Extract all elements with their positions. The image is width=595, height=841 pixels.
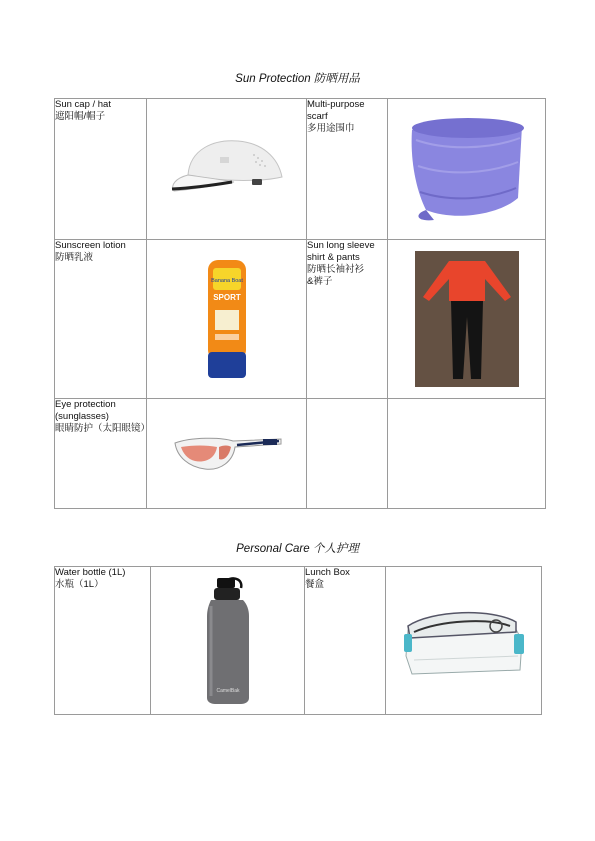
label-zh: 眼睛防护（太阳眼镜）: [55, 423, 151, 434]
image-cell-long-sleeve: [388, 240, 546, 399]
item-label-eye-protection: [55, 399, 151, 509]
table-row: [55, 240, 546, 399]
label-en: Multi-purpose scarf: [307, 99, 365, 122]
section-title-sun-protection: Sun Protection 防晒用品: [235, 73, 360, 85]
bottle-sport-text: SPORT: [212, 293, 241, 302]
label-zh: 防晒乳液: [55, 252, 94, 263]
table-row: [55, 399, 546, 509]
section-title-personal-care: Personal Care 个人护理: [236, 543, 359, 555]
label-en: Lunch Box: [305, 567, 350, 578]
white-cap-image: [166, 135, 288, 203]
item-label-sunscreen: [55, 240, 147, 399]
lunch-box-image: [402, 604, 526, 678]
table-row: [55, 99, 546, 240]
label-zh: 防晒长袖衬衫 &裤子: [307, 264, 365, 287]
image-cell-scarf: [388, 99, 546, 240]
table-row: [55, 567, 542, 715]
label-en: Water bottle (1L): [55, 567, 126, 578]
image-cell-lunch-box: [386, 567, 542, 715]
image-cell-sun-cap: [147, 99, 307, 240]
water-bottle-brand-text: CamelBak: [215, 687, 240, 694]
sunscreen-bottle-image: [205, 258, 249, 380]
item-label-long-sleeve: [307, 240, 388, 399]
purple-scarf-image: [404, 110, 530, 228]
image-cell-sunscreen: [147, 240, 307, 399]
image-cell-water-bottle: [151, 567, 305, 715]
label-en: Sunscreen lotion: [55, 240, 126, 251]
label-en: Sun cap / hat: [55, 99, 111, 110]
label-zh: 水瓶（1L）: [55, 579, 104, 590]
label-zh: 餐盒: [305, 579, 325, 590]
image-cell-sunglasses: [147, 399, 307, 509]
water-bottle-image: [205, 576, 251, 706]
bottle-brand-text: Banana Boat: [210, 278, 243, 284]
shirt-pants-image: [415, 251, 519, 387]
item-label-sun-cap: [55, 99, 147, 240]
sunglasses-image: [171, 431, 283, 477]
sun-protection-table: [54, 98, 546, 509]
label-en: Eye protection (sunglasses): [55, 399, 116, 422]
item-label-lunch-box: [305, 567, 386, 715]
label-zh: 多用途围巾: [307, 123, 355, 134]
personal-care-table: [54, 566, 542, 715]
item-label-scarf: [307, 99, 388, 240]
label-zh: 遮阳帽/帽子: [55, 111, 106, 122]
item-label-water-bottle: [55, 567, 151, 715]
empty-cell: [388, 399, 546, 509]
label-en: Sun long sleeve shirt & pants: [307, 240, 375, 263]
empty-cell: [307, 399, 388, 509]
